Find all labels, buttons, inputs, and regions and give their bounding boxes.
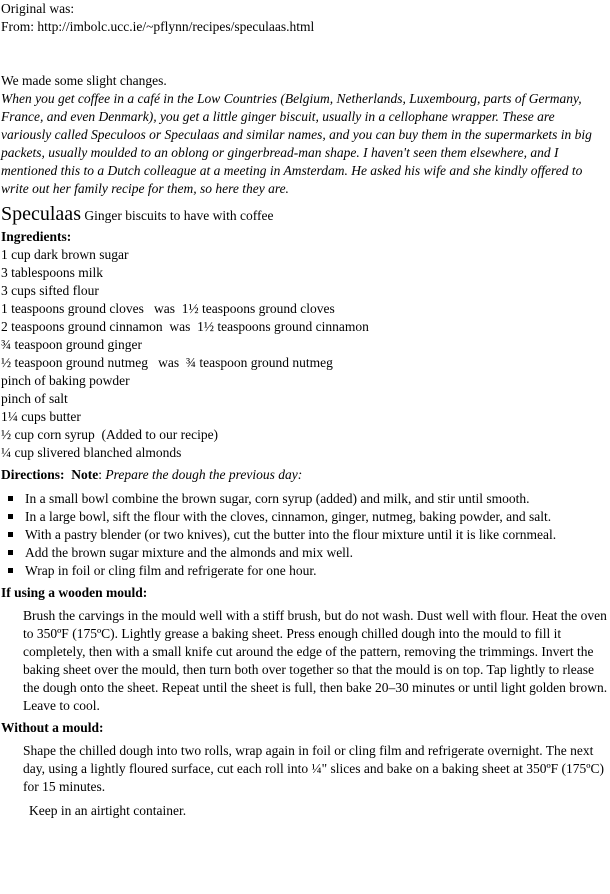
ingredient-item: pinch of salt — [1, 391, 68, 406]
original-label: Original was: — [1, 1, 75, 16]
ingredient-item: 1 cup dark brown sugar — [1, 247, 129, 262]
note-text: Prepare the dough the previous day: — [105, 467, 303, 482]
ingredient-item: 1¼ cups butter — [1, 409, 81, 424]
ingredient-item: ¼ cup slivered blanched almonds — [1, 445, 182, 460]
ingredient-item: 2 teaspoons ground cinnamon was 1½ teaspoons ground cinnamon — [1, 319, 369, 334]
direction-step: With a pastry blender (or two knives), cut the butter into the flour mixture until it is like cornmeal. — [25, 526, 608, 544]
ingredient-item: 3 cups sifted flour — [1, 283, 99, 298]
ingredients-heading: Ingredients: — [1, 229, 72, 244]
direction-step: Wrap in foil or cling film and refrigerate for one hour. — [25, 562, 608, 580]
ingredient-item: 1 teaspoons ground cloves was 1½ teaspoons ground cloves — [1, 301, 335, 316]
directions-heading-line: Directions: Note: Prepare the dough the previous day: — [1, 467, 303, 482]
ingredient-item: ½ teaspoon ground nutmeg was ¾ teaspoon ground nutmeg — [1, 355, 333, 370]
no-mould-heading: Without a mould: — [1, 720, 104, 735]
mould-instructions: Brush the carvings in the mould well with a stiff brush, but do not wash. Dust well with flour. Heat the oven to 350ºF (175ºC). Lightly grease a baking sheet. Press enough chilled dough into the mould to fill it completely, then with a small knife cut around the edge of the pattern, removing the trimmings. Invert the baking sheet over the mould, then turn both over together so that the mould is on top. Tap lightly to rlease the dough onto the sheet. Repeat until the sheet is full, then bake 20–30 minutes or until light golden brown. Leave to cool. — [23, 608, 608, 713]
note-label: Note — [71, 467, 99, 482]
mould-heading: If using a wooden mould: — [1, 585, 148, 600]
no-mould-instructions: Shape the chilled dough into two rolls, wrap again in foil or cling film and refrigerate overnight. The next day, using a lightly floured surface, cut each roll into ¼" slices and bake on a baking sheet at 350ºF (175ºC) for 15 minutes. — [23, 743, 604, 794]
changes-note: We made some slight changes. — [1, 73, 167, 88]
recipe-title-line — [1, 202, 608, 228]
storage-note: Keep in an airtight container. — [29, 803, 187, 818]
ingredient-item: 3 tablespoons milk — [1, 265, 103, 280]
recipe-title: Speculaas — [1, 203, 81, 225]
direction-step: In a large bowl, sift the flour with the cloves, cinnamon, ginger, nutmeg, baking powder, and salt. — [25, 508, 608, 526]
source-line: From: http://imbolc.ucc.ie/~pflynn/recipes/speculaas.html — [1, 19, 315, 34]
direction-step: Add the brown sugar mixture and the almonds and mix well. — [25, 544, 608, 562]
intro-story: When you get coffee in a café in the Low Countries (Belgium, Netherlands, Luxembourg, parts of Germany, France, and even Denmark), you get a little ginger biscuit, usually in a cellophane wrapper. These are variously called Speculoos or Speculaas and similar names, and you can buy them in the supermarkets in big packets, usually moulded to an oblong or gingerbread-man shape. I haven't seen them elsewhere, and I mentioned this to a Dutch colleague at a meeting in Amsterdam. He asked his wife and she kindly offered to write out her family recipe for them, so here they are. — [1, 91, 592, 196]
directions-list — [1, 490, 608, 580]
recipe-subtitle: Ginger biscuits to have with coffee — [80, 208, 274, 223]
direction-step: In a small bowl combine the brown sugar, corn syrup (added) and milk, and stir until smooth. — [25, 490, 608, 508]
ingredient-item: pinch of baking powder — [1, 373, 130, 388]
spacer — [1, 36, 608, 72]
ingredient-item: ½ cup corn syrup (Added to our recipe) — [1, 427, 219, 442]
directions-heading: Directions: — [1, 467, 65, 482]
ingredient-item: ¾ teaspoon ground ginger — [1, 337, 142, 352]
ingredients-list — [1, 246, 608, 462]
